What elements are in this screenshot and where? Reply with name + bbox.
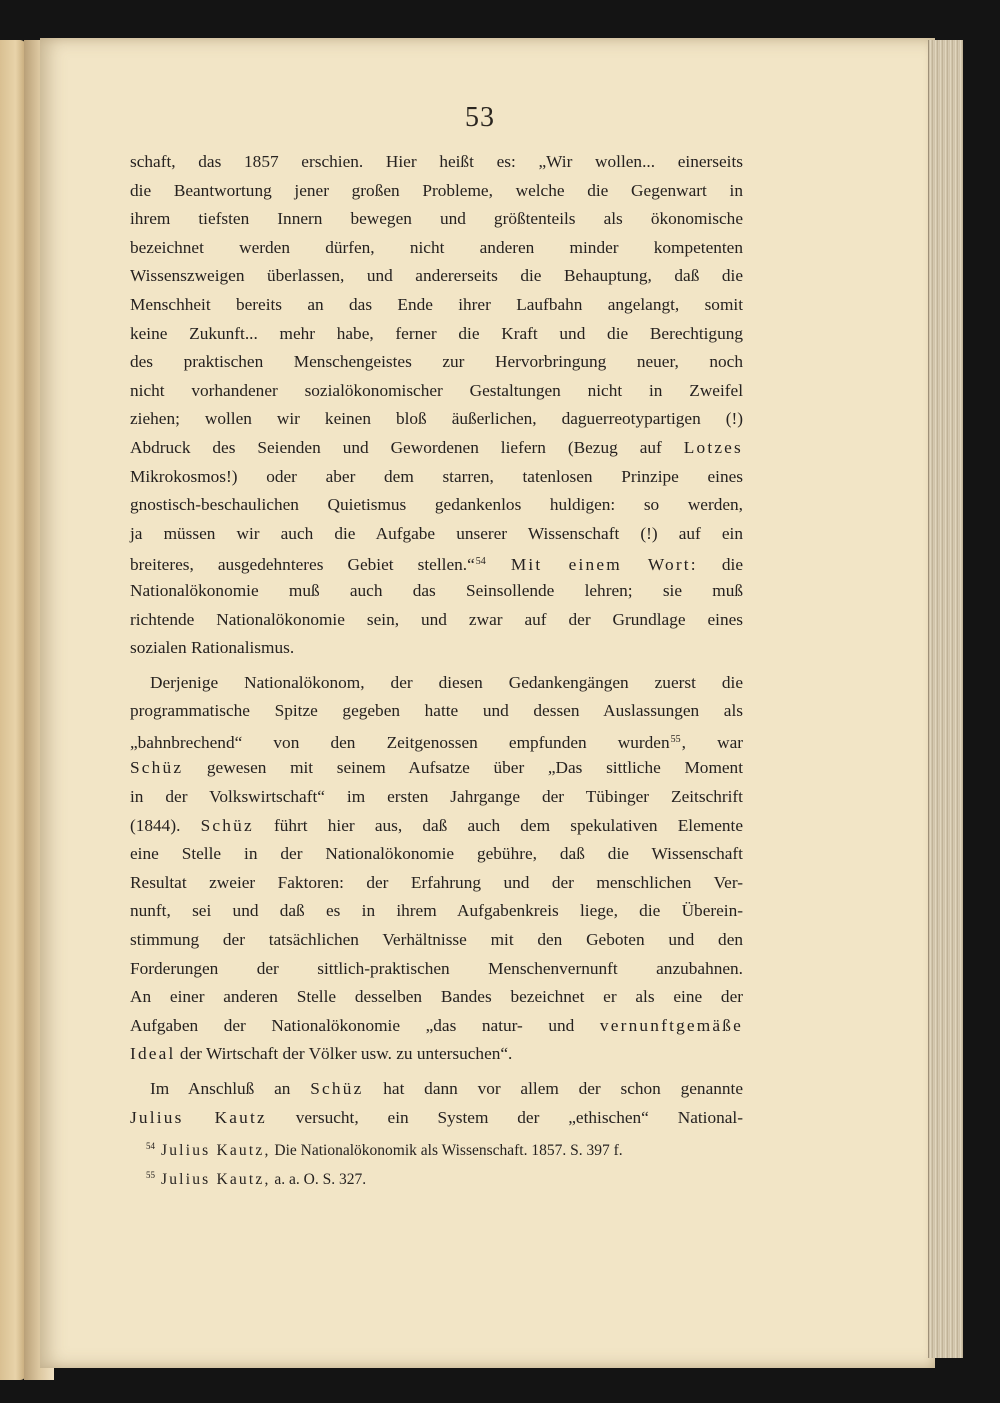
text-line: ziehen; wollen wir keinen bloß äußerlichen, daguerreotypartigen (!) bbox=[130, 409, 743, 429]
spaced-word: vernunftgemäße bbox=[599, 1015, 743, 1035]
text-fragment: breiteres, ausgedehnteres Gebiet stellen.“ bbox=[130, 555, 475, 575]
text-line bbox=[130, 1104, 743, 1133]
text-line: Nationalökonomie muß auch das Seinsollende lehren; sie muß bbox=[130, 580, 743, 600]
text-fragment: (1844). bbox=[130, 815, 181, 835]
text-line: Derjenige Nationalökonom, der diesen Gedankengängen zuerst die bbox=[150, 672, 743, 692]
footnote-ref-55: 55 bbox=[670, 733, 681, 745]
spaced-name: Schüz bbox=[200, 815, 254, 835]
text-line: Mikrokosmos!) oder aber dem starren, tatenlosen Prinzipe eines bbox=[130, 466, 743, 486]
text-line: des praktischen Menschengeistes zur Hervorbringung neuer, noch bbox=[130, 352, 743, 372]
text-fragment: führt hier aus, daß auch dem spekulativen Elemente bbox=[274, 815, 743, 835]
text-line: richtende Nationalökonomie sein, und zwar auf der Grundlage eines bbox=[130, 609, 743, 629]
text-line: ja müssen wir auch die Aufgabe unserer Wissenschaft (!) auf ein bbox=[130, 523, 743, 543]
text-line: Wissenszweigen überlassen, und andererseits die Behauptung, daß die bbox=[130, 266, 743, 286]
text-line bbox=[130, 1012, 743, 1041]
text-line: ihrem tiefsten Innern bewegen und größtenteils als ökonomische bbox=[130, 209, 743, 229]
page-number: 53 bbox=[465, 102, 495, 133]
text-fragment: „bahnbrechend“ von den Zeitgenossen empfunden wurden bbox=[130, 732, 670, 752]
text-fragment: die bbox=[721, 555, 743, 575]
spaced-name: Schüz bbox=[310, 1079, 364, 1098]
text-line: nicht vorhandener sozialökonomischer Gestaltungen nicht in Zweifel bbox=[130, 380, 743, 400]
footnotes bbox=[146, 1134, 746, 1192]
text-fragment: versucht, ein System der „ethischen“ National- bbox=[295, 1107, 743, 1127]
text-line: programmatische Spitze gegeben hatte und dessen Auslassungen als bbox=[130, 701, 743, 721]
page-stack-edge bbox=[928, 40, 963, 1358]
text-fragment: Abdruck des Seienden und Gewordenen liefern (Bezug auf bbox=[130, 437, 662, 457]
text-line bbox=[130, 754, 743, 783]
spaced-name: Julius Kautz bbox=[130, 1107, 267, 1127]
text-line: die Beantwortung jener großen Probleme, welche die Gegenwart in bbox=[130, 180, 743, 200]
text-line: bezeichnet werden dürfen, nicht anderen minder kompetenten bbox=[130, 237, 743, 257]
left-page-edge bbox=[0, 40, 26, 1380]
body-text bbox=[130, 148, 743, 1132]
footnote-number: 54 bbox=[146, 1141, 155, 1151]
text-line bbox=[130, 1040, 743, 1069]
text-line: schaft, das 1857 erschien. Hier heißt es: „Wir wollen... einerseits bbox=[130, 152, 743, 171]
text-line: stimmung der tatsächlichen Verhältnisse mit den Geboten und den bbox=[130, 930, 743, 950]
footnote-54 bbox=[146, 1134, 746, 1163]
text-fragment: war bbox=[717, 732, 743, 752]
footnote-text: Die Nationalökonomik als Wissenschaft. 1857. S. 397 f. bbox=[274, 1142, 623, 1159]
text-line: gnostisch-beschaulichen Quietismus gedankenlos huldigen: so werden, bbox=[130, 495, 743, 515]
text-line bbox=[130, 1075, 743, 1104]
footnote-author: Julius Kautz, bbox=[161, 1171, 271, 1188]
text-line: An einer anderen Stelle desselben Bandes bezeichnet er als eine der bbox=[130, 987, 743, 1007]
text-fragment: Im Anschluß an bbox=[150, 1079, 291, 1098]
text-line bbox=[130, 812, 743, 841]
footnote-text: a. a. O. S. 327. bbox=[274, 1171, 367, 1188]
text-line: Forderungen der sittlich-praktischen Menschenvernunft anzubahnen. bbox=[130, 958, 743, 978]
text-line: nunft, sei und daß es in ihrem Aufgabenkreis liege, die Überein- bbox=[130, 901, 743, 921]
footnote-number: 55 bbox=[146, 1170, 155, 1180]
text-fragment: hat dann vor allem der schon genannte bbox=[383, 1079, 743, 1098]
spaced-word: Ideal bbox=[130, 1044, 176, 1064]
text-line bbox=[130, 434, 743, 463]
spaced-name: Schüz bbox=[130, 758, 184, 778]
text-fragment: gewesen mit seinem Aufsatze über „Das sittliche Moment bbox=[206, 758, 744, 778]
text-line: keine Zukunft... mehr habe, ferner die Kraft und die Berechtigung bbox=[130, 323, 743, 343]
footnote-author: Julius Kautz, bbox=[161, 1142, 271, 1159]
text-line bbox=[130, 548, 743, 577]
text-line: in der Volkswirtschaft“ im ersten Jahrgange der Tübinger Zeitschrift bbox=[130, 787, 743, 807]
spaced-phrase: Mit einem Wort: bbox=[510, 555, 698, 575]
text-line: eine Stelle in der Nationalökonomie gebühre, daß die Wissenschaft bbox=[130, 844, 743, 864]
text-line: Resultat zweier Faktoren: der Erfahrung und der menschlichen Ver- bbox=[130, 872, 743, 892]
footnote-55 bbox=[146, 1163, 746, 1192]
footnote-ref-54: 54 bbox=[475, 556, 486, 568]
text-line: Menschheit bereits an das Ende ihrer Laufbahn angelangt, somit bbox=[130, 294, 743, 314]
text-line: „bahnbrechend“ von den Zeitgenossen empfunden wurden$^{55}$, war bbox=[130, 732, 743, 752]
text-fragment: der Wirtschaft der Völker usw. zu untersuchen“. bbox=[179, 1044, 513, 1064]
text-fragment: Aufgaben der Nationalökonomie „das natur- und bbox=[130, 1015, 575, 1035]
spaced-name: Lotzes bbox=[683, 437, 743, 457]
text-line: sozialen Rationalismus. bbox=[130, 638, 295, 658]
